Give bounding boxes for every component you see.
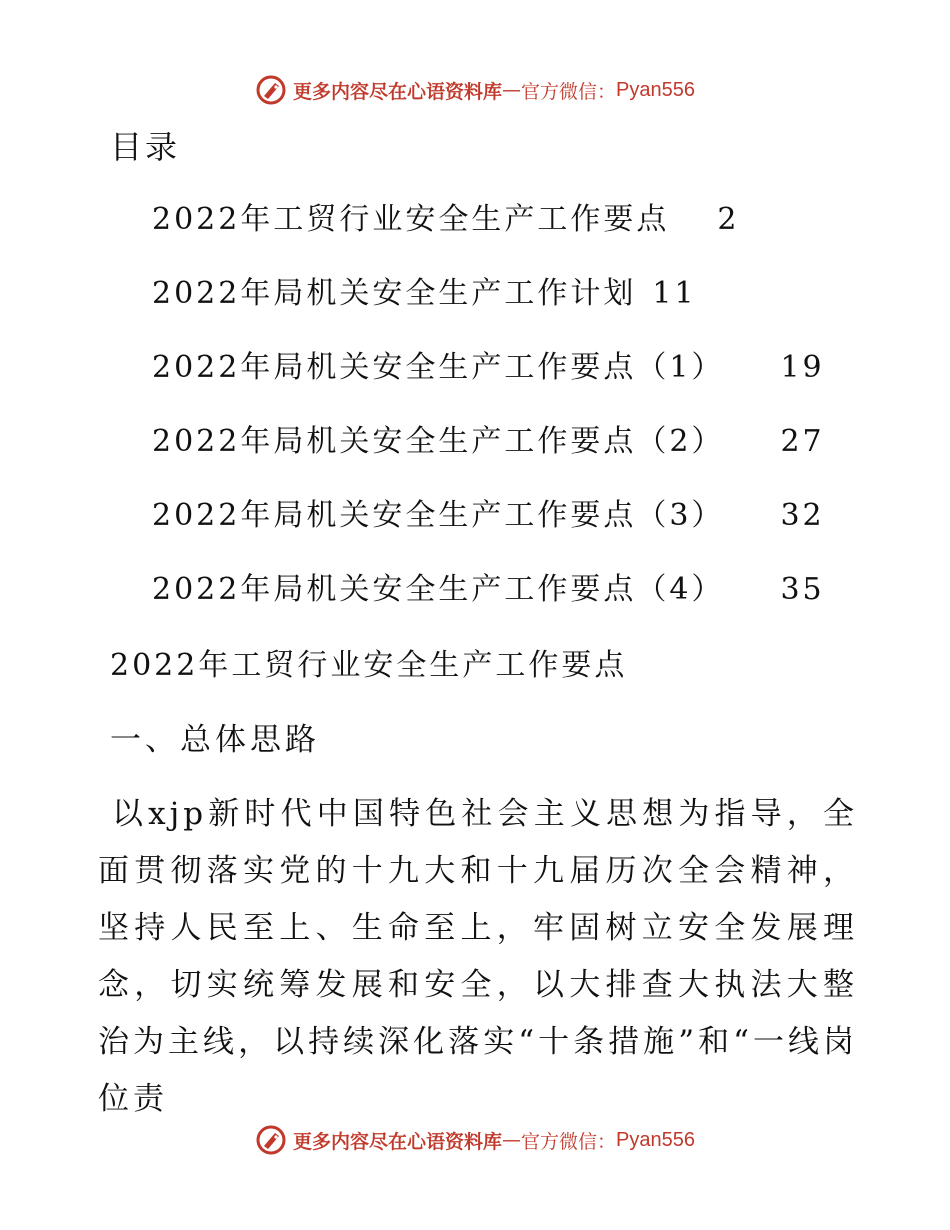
watermark-banner-top xyxy=(0,70,950,110)
toc-item[interactable] xyxy=(152,491,852,565)
toc-item-label: 2022年局机关安全生产工作要点（1） xyxy=(152,350,725,385)
toc-item-page: 19 xyxy=(780,350,825,385)
toc-title: 目录 xyxy=(110,128,181,166)
watermark-text: 更多内容尽在心语资料库 xyxy=(293,1130,503,1153)
watermark-wechat-id: Pyan556 xyxy=(616,78,695,101)
toc-item[interactable] xyxy=(152,417,852,491)
toc-item-page: 35 xyxy=(780,572,825,607)
toc-item-label: 2022年局机关安全生产工作要点（3） xyxy=(152,498,725,533)
pen-nib-circle-logo-icon xyxy=(255,74,287,106)
watermark-banner-bottom xyxy=(0,1120,950,1160)
watermark-wechat-label: 官方微信： xyxy=(521,80,617,103)
toc-item-label: 2022年局机关安全生产工作要点（4） xyxy=(152,572,725,607)
watermark-wechat-id: Pyan556 xyxy=(616,1128,695,1151)
watermark-text: 更多内容尽在心语资料库 xyxy=(293,80,503,103)
body-paragraph: 以xjp新时代中国特色社会主义思想为指导，全面贯彻落实党的十九大和十九届历次全会精神，坚持人民至上、生命至上，牢固树立安全发展理念，切实统筹发展和安全，以大排查大执法大整治为主线，以持续深化落实“十条措施”和“一线岗位责 xyxy=(98,796,858,1117)
toc-item-label: 2022年局机关安全生产工作要点（2） xyxy=(152,424,725,459)
watermark-separator: — xyxy=(502,79,522,101)
toc-item-page: 2 xyxy=(717,202,740,237)
toc-item-page: 27 xyxy=(780,424,825,459)
watermark-separator: — xyxy=(502,1129,522,1151)
toc-item-label: 2022年局机关安全生产工作计划 xyxy=(152,276,637,311)
toc-item-label: 2022年工贸行业安全生产工作要点 xyxy=(152,202,670,237)
toc-item-page: 32 xyxy=(780,498,825,533)
toc-item[interactable] xyxy=(152,343,852,417)
toc-item[interactable] xyxy=(152,565,852,639)
toc-list xyxy=(152,195,852,639)
section-heading: 一、总体思路 xyxy=(110,722,320,758)
toc-item[interactable] xyxy=(152,195,852,269)
toc-item-page: 11 xyxy=(652,276,697,311)
pen-nib-circle-logo-icon xyxy=(255,1124,287,1156)
watermark-wechat-label: 官方微信： xyxy=(521,1130,617,1153)
document-title: 2022年工贸行业安全生产工作要点 xyxy=(110,648,628,683)
toc-item[interactable] xyxy=(152,269,852,343)
